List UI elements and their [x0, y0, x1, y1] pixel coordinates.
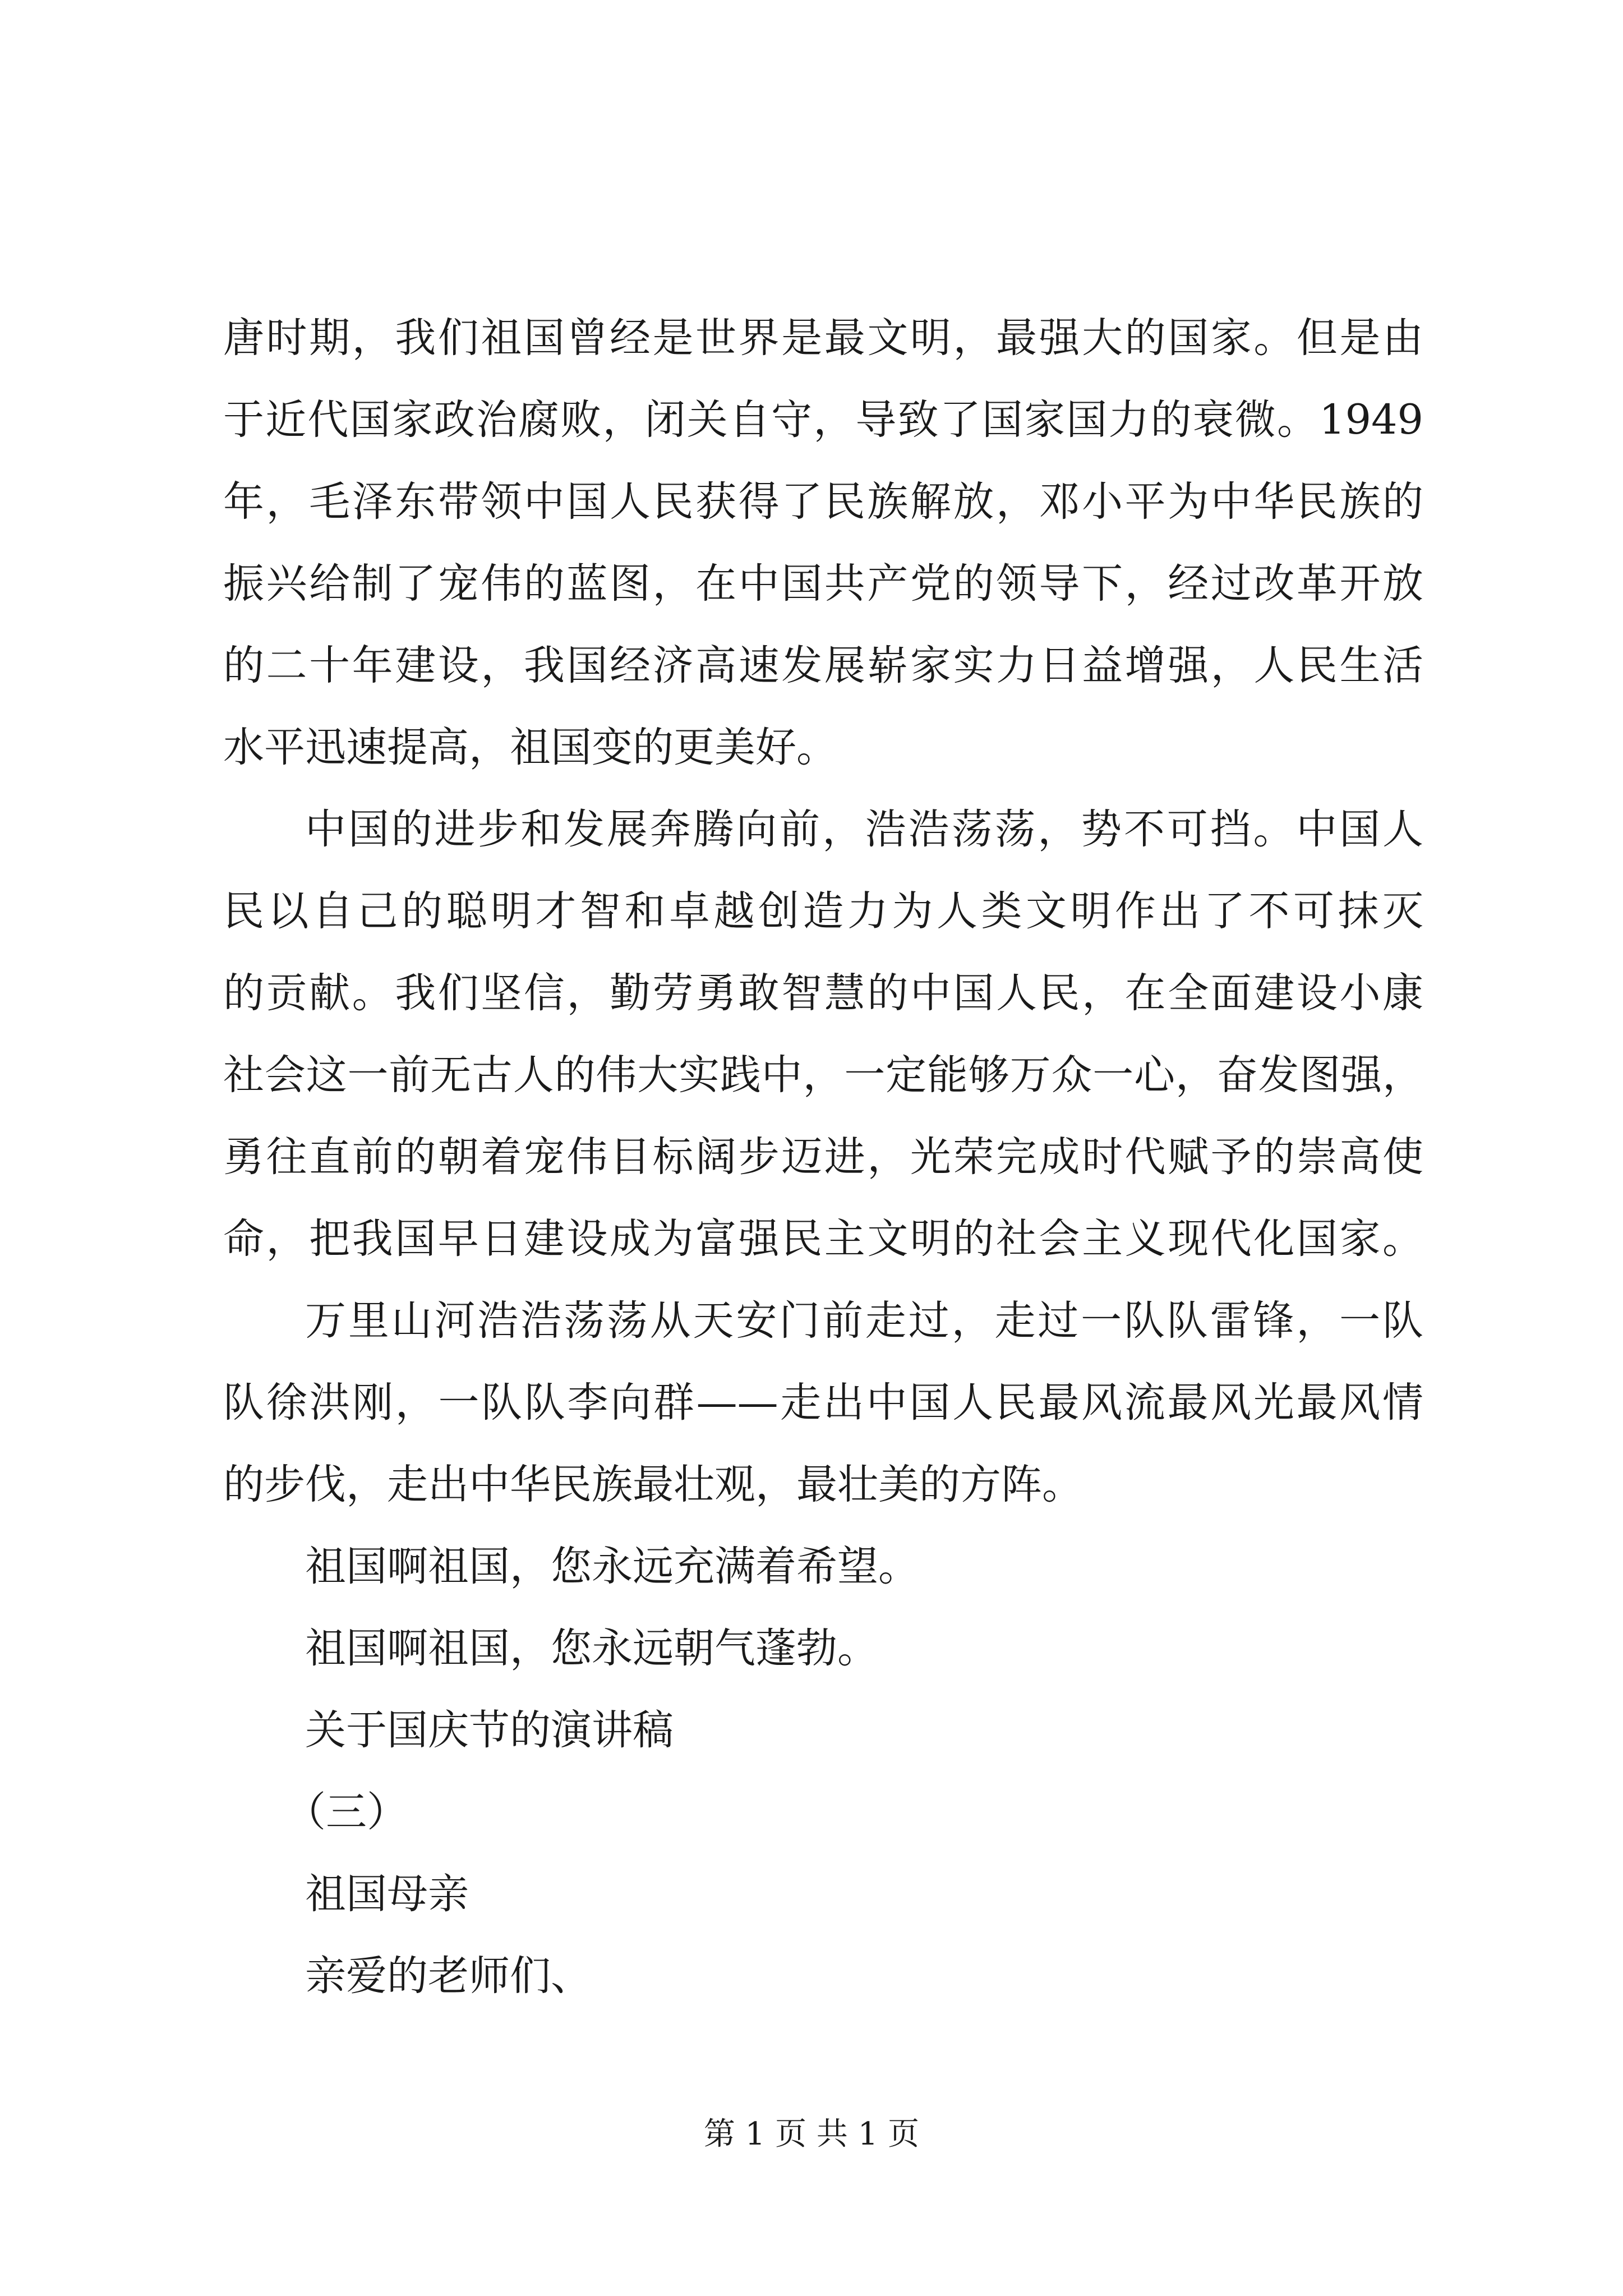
text-line: 年，毛泽东带领中国人民获得了民族解放，邓小平为中华民族的 — [223, 478, 1423, 526]
text-line: 的步伐，走出中华民族最壮观，最壮美的方阵。 — [223, 1461, 1083, 1508]
text-line: 社会这一前无古人的伟大实践中，一定能够万众一心，奋发图强， — [223, 1051, 1423, 1099]
text-line: 中国的进步和发展奔腾向前，浩浩荡荡，势不可挡。中国人 — [305, 806, 1423, 853]
text-line: 于近代国家政治腐败，闭关自守，导致了国家国力的衰微。1949 — [223, 396, 1423, 444]
text-line: 民以自己的聪明才智和卓越创造力为人类文明作出了不可抹灭 — [223, 887, 1423, 935]
section-number: （三） — [285, 1788, 408, 1836]
text-line: 命，把我国早日建设成为富强民主文明的社会主义现代化国家。 — [223, 1215, 1423, 1263]
salutation: 亲爱的老师们、 — [305, 1952, 592, 2000]
section-title: 关于国庆节的演讲稿 — [305, 1706, 674, 1754]
text-line: 队徐洪刚，一队队李向群——走出中国人民最风流最风光最风情 — [223, 1379, 1423, 1427]
text-line: 的二十年建设，我国经济高速发展崭家实力日益增强，人民生活 — [223, 642, 1423, 689]
text-line: 万里山河浩浩荡荡从天安门前走过，走过一队队雷锋，一队 — [305, 1297, 1423, 1345]
text-line: 祖国啊祖国，您永远充满着希望。 — [305, 1543, 919, 1590]
text-line: 水平迅速提高，祖国变的更美好。 — [223, 724, 837, 771]
text-line: 振兴给制了宠伟的蓝图，在中国共产党的领导下，经过改革开放 — [223, 560, 1423, 608]
document-body — [223, 297, 1423, 2017]
text-line: 唐时期，我们祖国曾经是世界是最文明，最强大的国家。但是由 — [223, 314, 1423, 362]
speech-title: 祖国母亲 — [305, 1870, 469, 1918]
text-line: 的贡献。我们坚信，勤劳勇敢智慧的中国人民，在全面建设小康 — [223, 969, 1423, 1017]
text-line: 勇往直前的朝着宠伟目标阔步迈进，光荣完成时代赋予的崇高使 — [223, 1133, 1423, 1181]
page-footer: 第 1 页 共 1 页 — [703, 2116, 920, 2152]
text-line: 祖国啊祖国，您永远朝气蓬勃。 — [305, 1625, 878, 1672]
